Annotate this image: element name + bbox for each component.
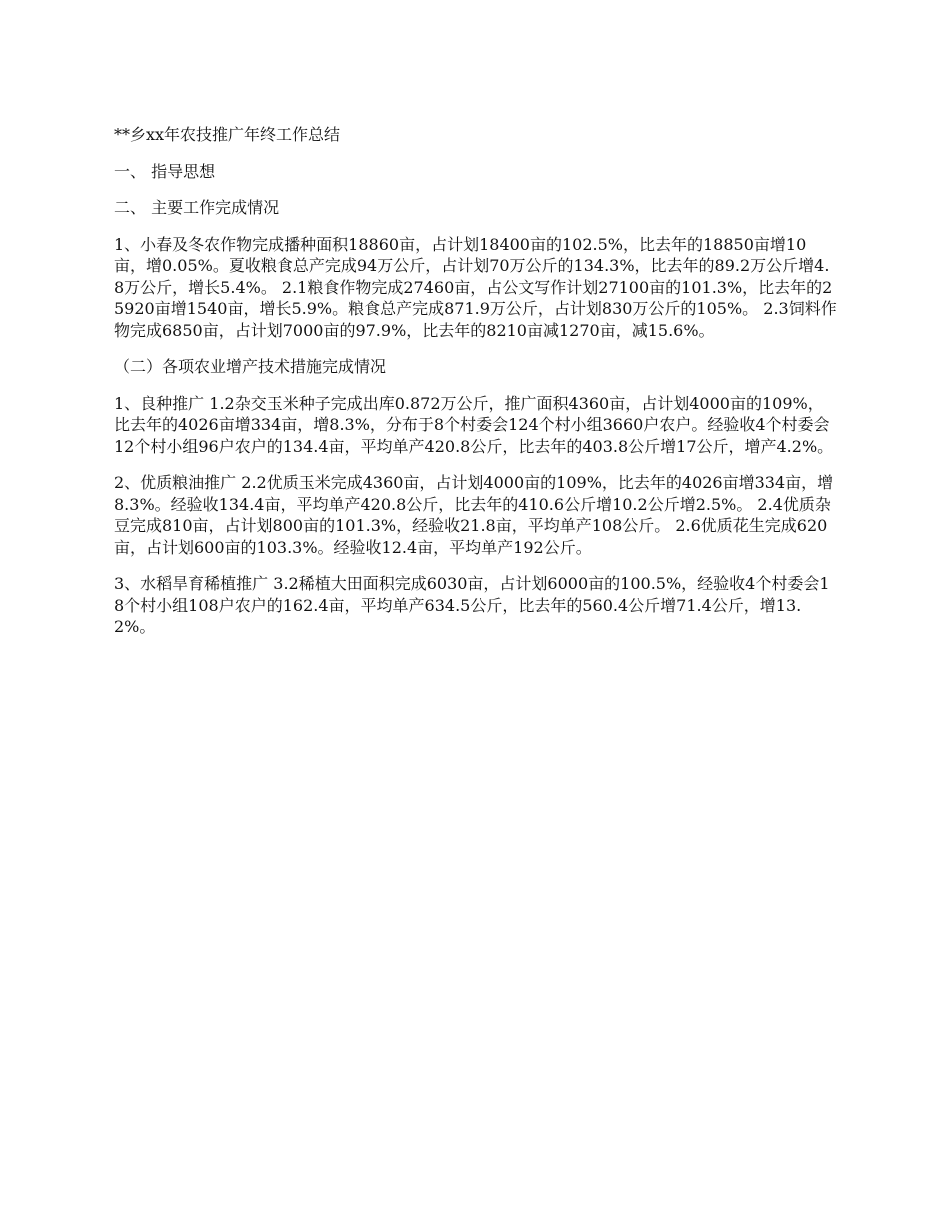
document-page	[114, 124, 838, 653]
subsection-heading-techniques: （二）各项农业增产技术措施完成情况	[114, 357, 387, 376]
section-heading-main-work: 二、 主要工作完成情况	[114, 198, 280, 217]
paragraph-rice-seedling: 3、水稻旱育稀植推广 3.2稀植大田面积完成6030亩，占计划6000亩的100.5%，经验收4个村委会18个村小组108户农户的162.4亩，平均单产634.5公斤，比去年的560.4公斤增71.4公斤，增13.2%。	[114, 574, 830, 636]
paragraph-crop-planting: 1、小春及冬农作物完成播种面积18860亩，占计划18400亩的102.5%，比去年的18850亩增10亩，增0.05%。夏收粮食总产完成94万公斤，占计划70万公斤的134.3%，比去年的89.2万公斤增4.8万公斤，增长5.4%。 2.1粮食作物完成27460亩，占公文写作计划27100亩的101.3%，比去年的25920亩增1540亩，增长5.9%。粮食总产完成871.9万公斤，占计划830万公斤的105%。 2.3饲料作物完成6850亩，占计划7000亩的97.9%，比去年的8210亩减1270亩，减15.6%。	[114, 234, 837, 340]
paragraph-quality-grain-oil: 2、优质粮油推广 2.2优质玉米完成4360亩，占计划4000亩的109%，比去年的4026亩增334亩，增8.3%。经验收134.4亩，平均单产420.8公斤，比去年的410.6公斤增10.2公斤增2.5%。 2.4优质杂豆完成810亩，占计划800亩的101.3%，经验收21.8亩，平均单产108公斤。 2.6优质花生完成620亩，占计划600亩的103.3%。经验收12.4亩，平均单产192公斤。	[114, 473, 834, 557]
section-heading-guiding-thought: 一、 指导思想	[114, 161, 216, 181]
document-title: **乡xx年农技推广年终工作总结	[114, 125, 341, 144]
paragraph-seed-promotion: 1、良种推广 1.2杂交玉米种子完成出库0.872万公斤，推广面积4360亩，占计划4000亩的109%，比去年的4026亩增334亩，增8.3%，分布于8个村委会124个村小组3660户农户。经验收4个村委会12个村小组96户农户的134.4亩，平均单产420.8公斤，比去年的403.8公斤增17公斤，增产4.2%。	[114, 393, 834, 456]
